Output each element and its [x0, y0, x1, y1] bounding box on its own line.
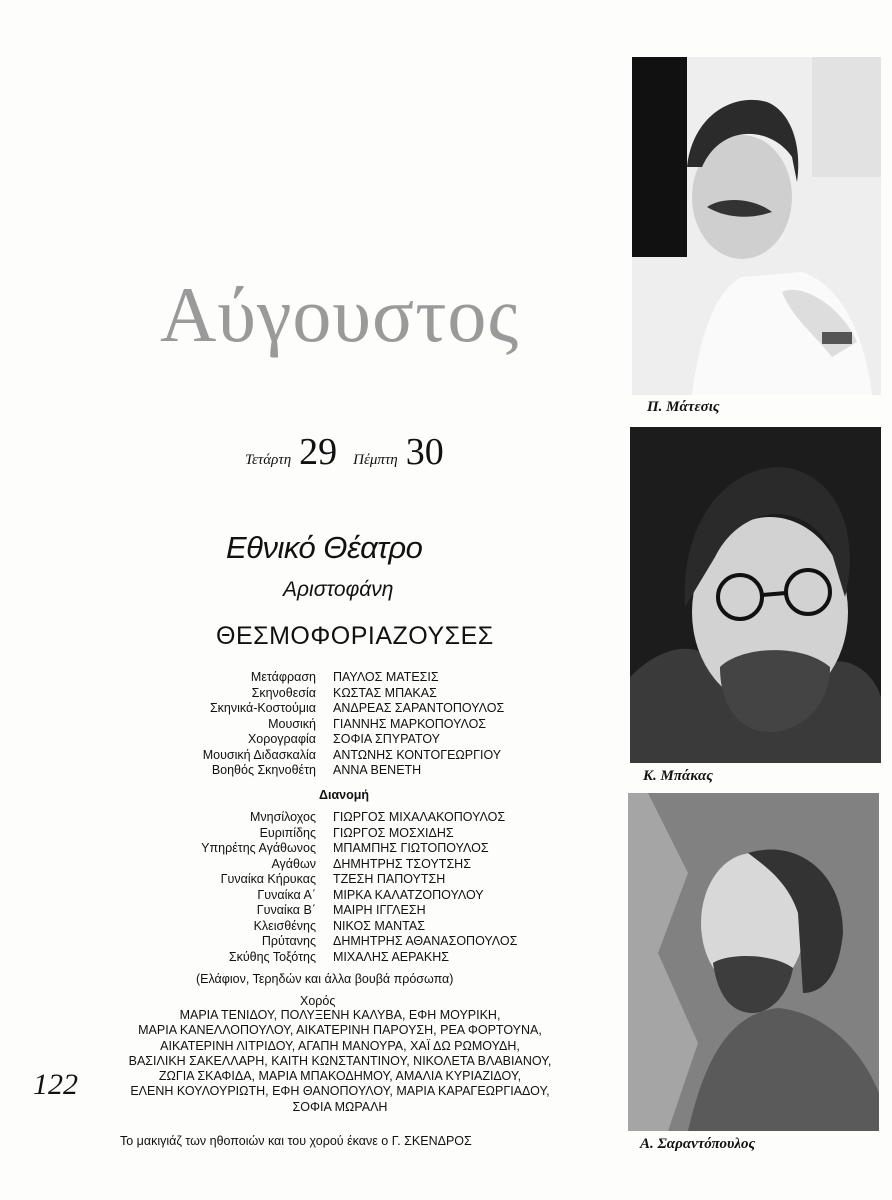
- cast-role: Γυναίκα Κήρυκας: [220, 872, 316, 886]
- cast-row: [160, 950, 517, 966]
- date-number-2: 30: [405, 431, 444, 473]
- cast-person: ΤΖΕΣΗ ΠΑΠΟΥΤΣΗ: [333, 872, 446, 886]
- extras-note: (Ελάφιον, Τερηδών και άλλα βουβά πρόσωπα): [196, 972, 454, 986]
- chorus-list: [110, 1008, 570, 1115]
- caption-2: Κ. Μπάκας: [643, 768, 713, 784]
- chorus-line: ΕΛΕΝΗ ΚΟΥΛΟΥΡΙΩΤΗ, ΕΦΗ ΘΑΝΟΠΟΥΛΟΥ, ΜΑΡΙΑ ΚΑΡΑΓΕΩΡΓΙΑΔΟΥ,: [130, 1084, 550, 1099]
- credit-person: ΚΩΣΤΑΣ ΜΠΑΚΑΣ: [333, 685, 437, 700]
- cast-row: [160, 919, 517, 935]
- chorus-line: ΣΟΦΙΑ ΜΩΡΑΛΗ: [292, 1099, 388, 1114]
- cast-role: Κλεισθένης: [253, 918, 316, 933]
- cast-role: Μνησίλοχος: [250, 810, 316, 824]
- credit-role: Βοηθός Σκηνοθέτη: [211, 763, 316, 777]
- performance-dates: [245, 430, 456, 474]
- chorus-line: ΜΑΡΙΑ ΤΕΝΙΔΟΥ, ΠΟΛΥΞΕΝΗ ΚΑΛΥΒΑ, ΕΦΗ ΜΟΥΡΙΚΗ,: [179, 1008, 501, 1022]
- portrait-1-image: [632, 57, 881, 395]
- cast-row: [160, 903, 517, 919]
- cast-list: [160, 810, 517, 965]
- credit-row: [160, 686, 504, 702]
- cast-row: [160, 872, 517, 888]
- credit-person: ΑΝΝΑ ΒΕΝΕΤΗ: [333, 763, 422, 777]
- cast-role: Αγάθων: [271, 856, 316, 871]
- portrait-photo-1: [632, 57, 881, 395]
- credit-role: Μουσική: [268, 716, 316, 731]
- cast-role: Γυναίκα Β΄: [256, 903, 316, 917]
- cast-person: ΜΙΡΚΑ ΚΑΛΑΤΖΟΠΟΥΛΟΥ: [333, 887, 484, 902]
- credit-role: Μουσική Διδασκαλία: [202, 747, 316, 762]
- cast-role: Ευριπίδης: [259, 825, 316, 840]
- credit-role: Σκηνοθεσία: [251, 685, 316, 700]
- caption-3: Α. Σαραντόπουλος: [640, 1136, 756, 1152]
- portrait-photo-3: [628, 793, 879, 1131]
- date-number-1: 29: [299, 431, 338, 473]
- caption-1: Π. Μάτεσις: [647, 399, 720, 415]
- cast-row: [160, 934, 517, 950]
- credit-person: ΑΝΤΩΝΗΣ ΚΟΝΤΟΓΕΩΡΓΙΟΥ: [333, 747, 502, 762]
- credit-row: [160, 701, 504, 717]
- cast-person: ΜΑΙΡΗ ΙΓΓΛΕΣΗ: [333, 903, 426, 917]
- credit-role: Χορογραφία: [247, 732, 316, 746]
- chorus-line: ΖΩΓΙΑ ΣΚΑΦΙΔΑ, ΜΑΡΙΑ ΜΠΑΚΟΔΗΜΟΥ, ΑΜΑΛΙΑ ΚΥΡΙΑΖΙΔΟΥ,: [158, 1069, 522, 1084]
- credits-list: [160, 670, 504, 779]
- cast-role: Γυναίκα Α΄: [257, 887, 316, 902]
- cast-row: [160, 841, 517, 857]
- credit-row: [160, 670, 504, 686]
- cast-heading: Διανομή: [319, 788, 370, 802]
- credit-person: ΠΑΥΛΟΣ ΜΑΤΕΣΙΣ: [333, 670, 439, 684]
- credit-person: ΣΟΦΙΑ ΣΠΥΡΑΤΟΥ: [333, 732, 440, 746]
- date-day-2: Πέμπτη: [353, 452, 398, 468]
- cast-row: [160, 810, 517, 826]
- portrait-3-image: [628, 793, 879, 1131]
- cast-role: Πρύτανης: [261, 934, 316, 948]
- chorus-line: ΜΑΡΙΑ ΚΑΝΕΛΛΟΠΟΥΛΟΥ, ΑΙΚΑΤΕΡΙΝΗ ΠΑΡΟΥΣΗ, ΡΕΑ ΦΟΡΤΟΥΝΑ,: [138, 1023, 542, 1038]
- chorus-line: ΑΙΚΑΤΕΡΙΝΗ ΛΙΤΡΙΔΟΥ, ΑΓΑΠΗ ΜΑΝΟΥΡΑ, ΧΑΪ ΔΩ ΡΩΜΟΥΔΗ,: [160, 1038, 520, 1053]
- cast-row: [160, 857, 517, 873]
- cast-person: ΓΙΩΡΓΟΣ ΜΟΣΧΙΔΗΣ: [333, 825, 454, 840]
- cast-row: [160, 826, 517, 842]
- makeup-credit: Το μακιγιάζ των ηθοποιών και του χορού έκανε ο Γ. ΣΚΕΝΔΡΟΣ: [120, 1134, 472, 1148]
- credit-role: Σκηνικά-Κοστούμια: [209, 701, 316, 715]
- credit-person: ΑΝΔΡΕΑΣ ΣΑΡΑΝΤΟΠΟΥΛΟΣ: [333, 701, 505, 715]
- portrait-2-image: [630, 427, 881, 763]
- cast-role: Σκύθης Τοξότης: [228, 949, 316, 964]
- month-title: Αύγουστος: [160, 271, 520, 358]
- cast-person: ΓΙΩΡΓΟΣ ΜΙΧΑΛΑΚΟΠΟΥΛΟΣ: [333, 810, 506, 824]
- credit-row: [160, 717, 504, 733]
- play-title: ΘΕΣΜΟΦΟΡΙΑΖΟΥΣΕΣ: [216, 622, 494, 650]
- chorus-heading: Χορός: [300, 994, 336, 1008]
- cast-person: ΝΙΚΟΣ ΜΑΝΤΑΣ: [333, 918, 425, 933]
- portrait-photo-2: [630, 427, 881, 763]
- credit-row: [160, 732, 504, 748]
- author-name: Αριστοφάνη: [283, 578, 394, 601]
- chorus-line: ΒΑΣΙΛΙΚΗ ΣΑΚΕΛΛΑΡΗ, ΚΑΙΤΗ ΚΩΝΣΤΑΝΤΙΝΟΥ, ΝΙΚΟΛΕΤΑ ΒΛΑΒΙΑΝΟΥ,: [128, 1053, 552, 1068]
- cast-row: [160, 888, 517, 904]
- cast-role: Υπηρέτης Αγάθωνος: [201, 841, 316, 855]
- credit-person: ΓΙΑΝΝΗΣ ΜΑΡΚΟΠΟΥΛΟΣ: [333, 716, 487, 731]
- cast-person: ΔΗΜΗΤΡΗΣ ΑΘΑΝΑΣΟΠΟΥΛΟΣ: [333, 934, 518, 948]
- cast-person: ΜΙΧΑΛΗΣ ΑΕΡΑΚΗΣ: [333, 949, 449, 964]
- credit-row: [160, 748, 504, 764]
- page-number: 122: [33, 1068, 78, 1101]
- credit-role: Μετάφραση: [250, 670, 316, 684]
- date-day-1: Τετάρτη: [245, 452, 292, 468]
- credit-row: [160, 763, 504, 779]
- theatre-name: Εθνικό Θέατρο: [226, 530, 423, 565]
- cast-person: ΔΗΜΗΤΡΗΣ ΤΣΟΥΤΣΗΣ: [333, 856, 471, 871]
- cast-person: ΜΠΑΜΠΗΣ ΓΙΩΤΟΠΟΥΛΟΣ: [333, 841, 489, 855]
